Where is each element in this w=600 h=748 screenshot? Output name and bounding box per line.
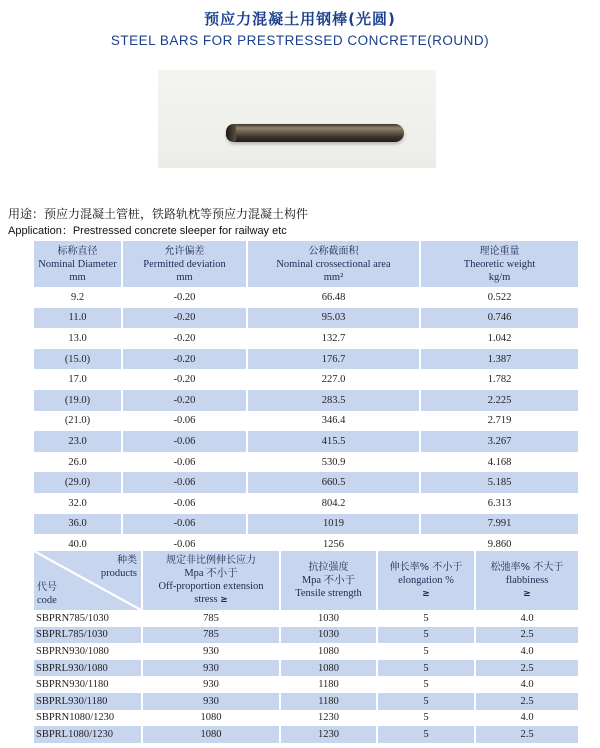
grades-header-row [34,551,578,610]
cell-code: SBPRN785/1030 [34,610,142,627]
grades-table [34,551,578,743]
table-row [34,643,578,660]
cell-diameter: (29.0) [34,472,122,493]
cell-elongation: 5 [377,627,475,644]
cell-area: 804.2 [247,493,420,514]
cell-deviation: -0.20 [122,390,247,411]
table-row [34,514,578,535]
cell-extension-stress: 930 [142,660,280,677]
table-row [34,390,578,411]
table-row [34,676,578,693]
table-row [34,369,578,390]
cell-elongation: 5 [377,676,475,693]
cell-elongation: 5 [377,693,475,710]
application-text-en: Application：Prestressed concrete sleeper for railway etc [8,225,287,237]
cell-weight: 0.522 [487,291,512,303]
header-tensile-strength: 抗拉强度 Mpa 不小于 Tensile strength [280,551,377,610]
cell-area: 283.5 [247,390,420,411]
cell-diameter: 36.0 [34,514,122,535]
cell-deviation: -0.06 [122,431,247,452]
cell-weight: 9.860 [487,538,512,550]
cell-weight: 4.168 [487,456,512,468]
cell-extension-stress: 1080 [142,710,280,727]
cell-diameter: 23.0 [34,431,122,452]
cell-flabbiness: 4.0 [520,645,534,657]
cell-flabbiness: 2.5 [475,693,578,710]
table-row [34,308,578,329]
cell-diameter: (15.0) [34,349,122,370]
cell-elongation: 5 [377,710,475,727]
cell-weight: 7.991 [420,514,578,535]
product-photo [158,70,436,168]
header-products-code [34,551,142,610]
cell-weight: 1.387 [420,349,578,370]
cell-flabbiness: 4.0 [520,679,534,691]
cell-diameter: 17.0 [34,369,122,390]
cell-area: 1256 [247,534,420,555]
cell-area: 660.5 [247,472,420,493]
cell-weight: 3.267 [420,431,578,452]
cell-code: SBPRL930/1080 [34,660,142,677]
cell-flabbiness: 2.5 [475,660,578,677]
cell-weight: 6.313 [487,497,512,509]
cell-flabbiness: 4.0 [520,612,534,624]
cell-deviation: -0.06 [122,493,247,514]
cell-area: 66.48 [247,287,420,308]
cell-diameter: 40.0 [34,534,122,555]
table-row [34,452,578,473]
cell-weight: 2.225 [420,390,578,411]
cell-code: SBPRN930/1080 [34,643,142,660]
cell-extension-stress: 785 [142,627,280,644]
cell-deviation: -0.06 [122,411,247,432]
table-row [34,610,578,627]
table-row [34,349,578,370]
table-row [34,627,578,644]
cell-weight: 1.782 [487,374,512,386]
cell-diameter: 13.0 [34,328,122,349]
corner-products: 种类 products [100,555,137,579]
cell-area: 132.7 [247,328,420,349]
cell-weight: 5.185 [420,472,578,493]
cell-extension-stress: 930 [142,643,280,660]
cell-extension-stress: 1080 [142,726,280,743]
cell-flabbiness: 2.5 [475,627,578,644]
cell-weight: 0.746 [420,308,578,329]
cell-area: 1019 [247,514,420,535]
cell-deviation: -0.20 [122,349,247,370]
cell-deviation: -0.06 [122,452,247,473]
steel-bar-image [226,124,404,142]
corner-code: 代号 code [37,582,57,606]
cell-area: 415.5 [247,431,420,452]
table-row [34,431,578,452]
cell-area: 227.0 [247,369,420,390]
cell-deviation: -0.06 [122,534,247,555]
header-off-proportion-stress: 规定非比例伸长应力 Mpa 不小于 Off-proportion extension stress ≥ [142,551,280,610]
cell-tensile-strength: 1230 [280,726,377,743]
cell-diameter: (19.0) [34,390,122,411]
cell-tensile-strength: 1180 [280,676,377,693]
application-text-cn: 用途：预应力混凝土管桩，铁路轨枕等预应力混凝土构件 [8,207,309,221]
table-row [34,493,578,514]
dimensions-table [34,241,578,555]
dimensions-header-row [34,241,578,287]
table-row [34,660,578,677]
cell-flabbiness: 4.0 [520,712,534,724]
table-row [34,726,578,743]
cell-tensile-strength: 1080 [280,643,377,660]
cell-deviation: -0.20 [122,328,247,349]
cell-tensile-strength: 1030 [280,627,377,644]
cell-deviation: -0.20 [122,369,247,390]
cell-code: SBPRL930/1180 [34,693,142,710]
header-permitted-deviation: 允许偏差 Permitted deviation mm [122,241,247,287]
cell-tensile-strength: 1080 [280,660,377,677]
header-nominal-diameter: 标称直径 Nominal Diameter mm [34,241,122,287]
cell-elongation: 5 [377,610,475,627]
header-theoretic-weight: 理论重量 Theoretic weight kg/m [420,241,578,287]
cell-diameter: 32.0 [34,493,122,514]
cell-diameter: (21.0) [34,411,122,432]
cell-elongation: 5 [377,726,475,743]
cell-diameter: 9.2 [34,287,122,308]
cell-deviation: -0.20 [122,287,247,308]
page-title: 预应力混凝土用钢棒(光圆) [204,10,396,28]
cell-code: SBPRN1080/1230 [34,710,142,727]
table-row [34,287,578,308]
cell-deviation: -0.06 [122,514,247,535]
cell-elongation: 5 [377,660,475,677]
cell-code: SBPRL1080/1230 [34,726,142,743]
cell-diameter: 11.0 [34,308,122,329]
table-row [34,710,578,727]
cell-tensile-strength: 1180 [280,693,377,710]
cell-code: SBPRL785/1030 [34,627,142,644]
header-crossectional-area: 公称截面积 Nominal crossectional area mm² [247,241,420,287]
table-row [34,693,578,710]
page-subtitle: STEEL BARS FOR PRESTRESSED CONCRETE(ROUND) [110,33,490,48]
cell-area: 530.9 [247,452,420,473]
cell-deviation: -0.20 [122,308,247,329]
cell-code: SBPRN930/1180 [34,676,142,693]
header-flabbiness: 松弛率% 不大于 flabbiness ≥ [475,551,578,610]
cell-area: 95.03 [247,308,420,329]
cell-tensile-strength: 1030 [280,610,377,627]
cell-area: 176.7 [247,349,420,370]
cell-diameter: 26.0 [34,452,122,473]
cell-elongation: 5 [377,643,475,660]
cell-flabbiness: 2.5 [475,726,578,743]
cell-area: 346.4 [247,411,420,432]
table-row [34,328,578,349]
cell-extension-stress: 930 [142,693,280,710]
cell-deviation: -0.06 [122,472,247,493]
cell-extension-stress: 785 [142,610,280,627]
cell-weight: 2.719 [487,415,512,427]
cell-tensile-strength: 1230 [280,710,377,727]
cell-weight: 1.042 [487,332,512,344]
table-row [34,472,578,493]
cell-extension-stress: 930 [142,676,280,693]
header-elongation: 伸长率% 不小于 elongation % ≥ [377,551,475,610]
table-row [34,411,578,432]
